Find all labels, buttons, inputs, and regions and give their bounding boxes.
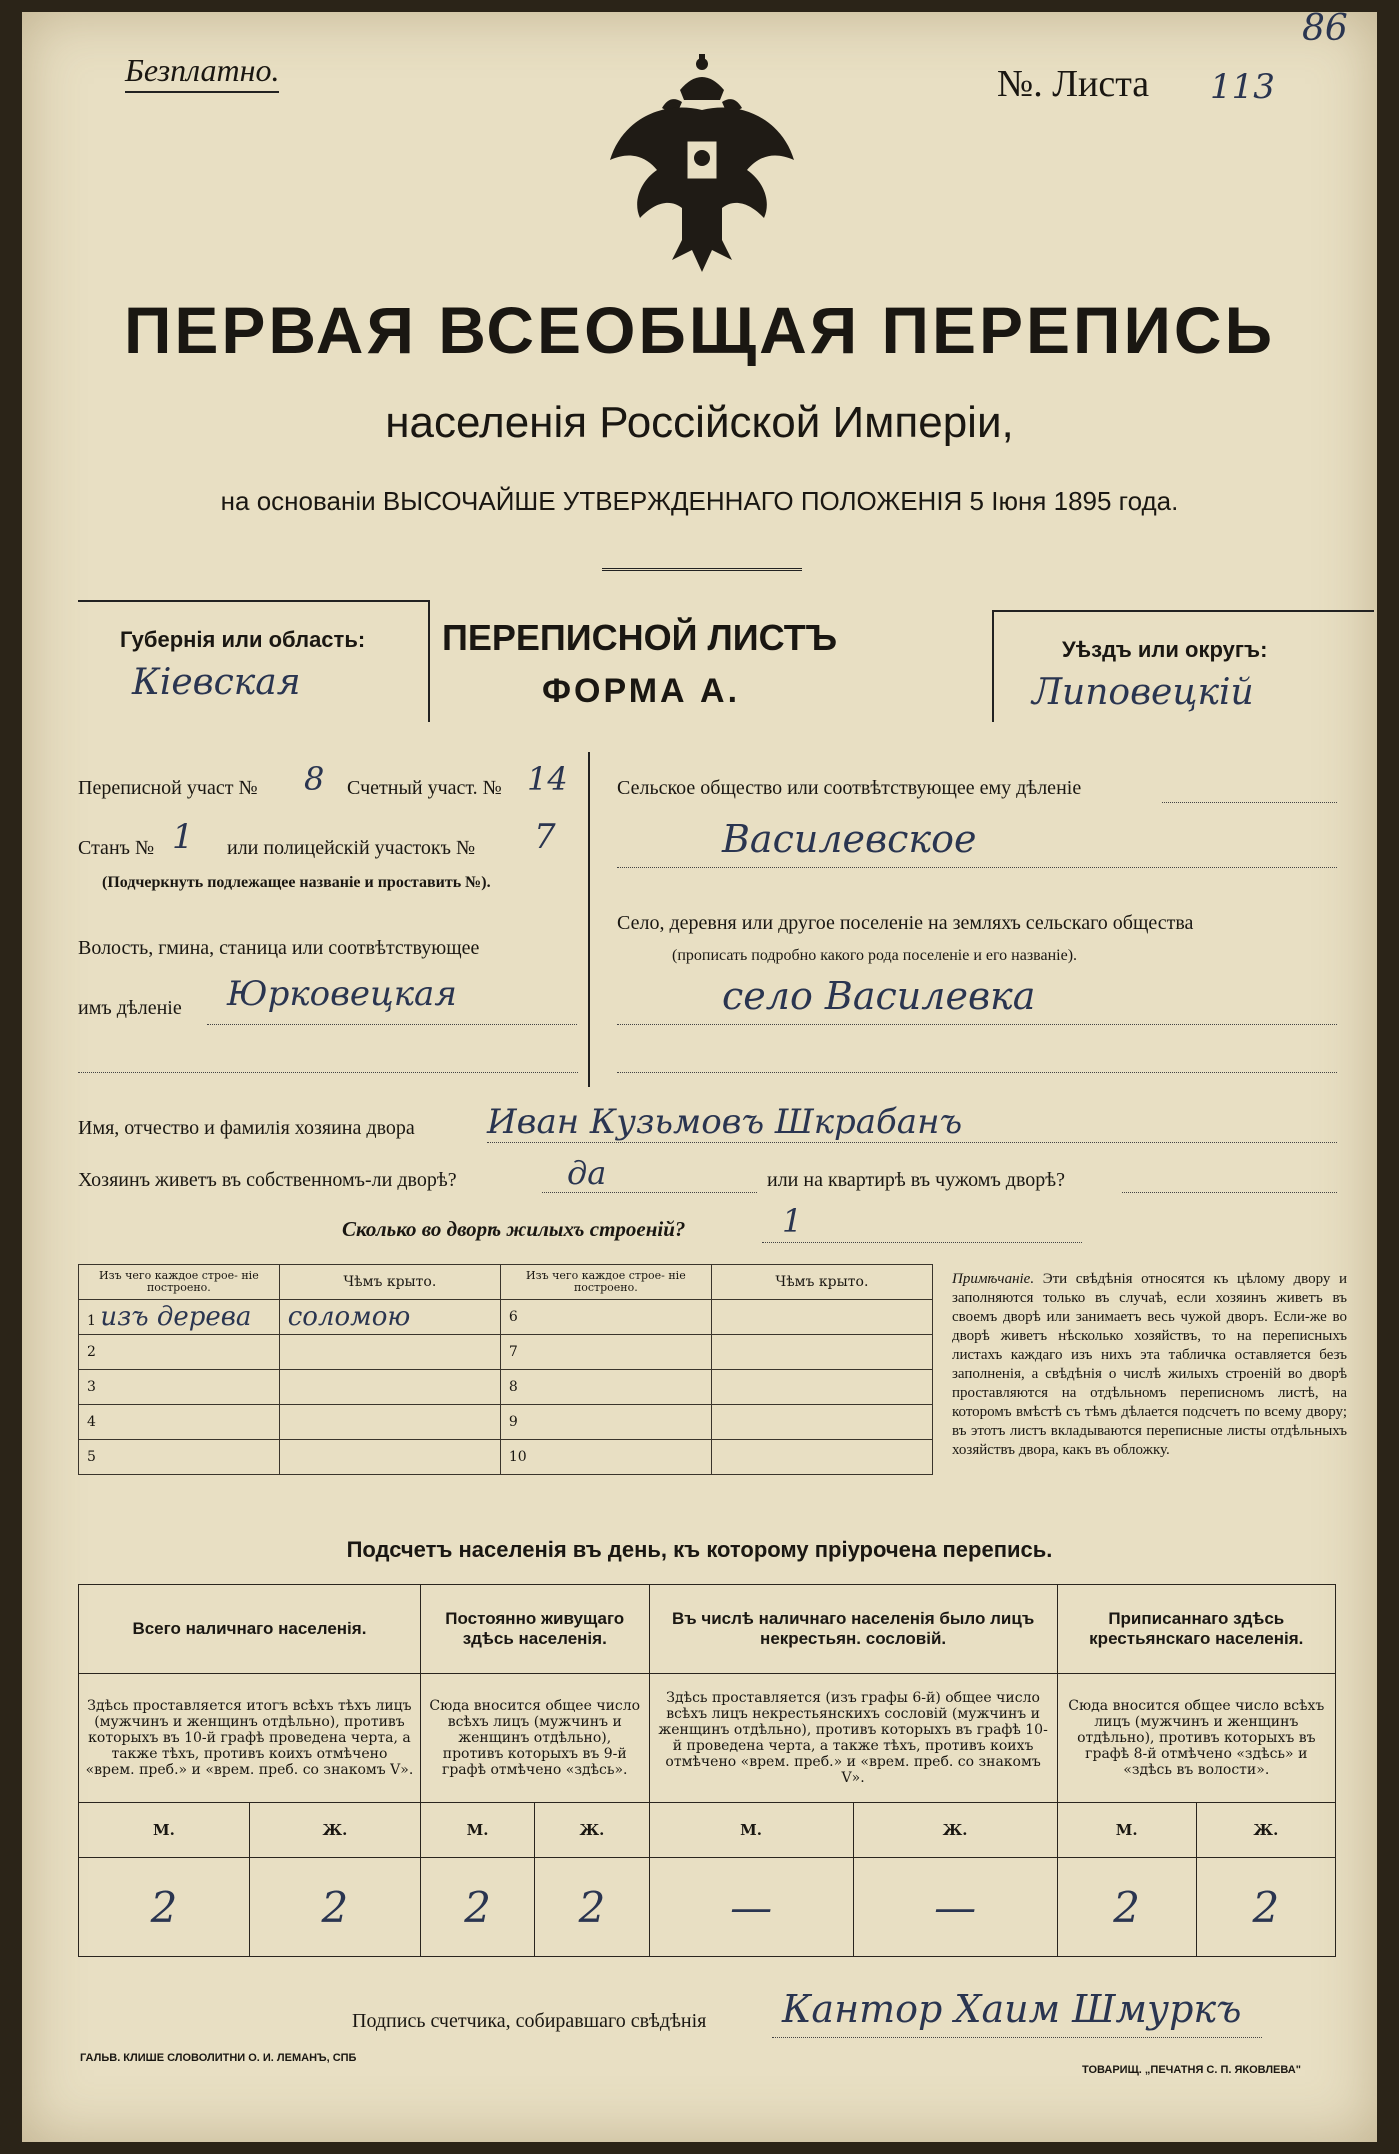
- signature-label: Подпись счетчика, собиравшаго свѣдѣнія: [352, 2010, 707, 2032]
- male-label: М.: [1057, 1803, 1196, 1858]
- uezd-label: Уѣздъ или округъ:: [1062, 637, 1268, 662]
- society-underline: [1162, 802, 1337, 803]
- census-district-value: 8: [304, 760, 325, 798]
- table-row: 2 7: [79, 1335, 933, 1370]
- rent-underline: [1122, 1192, 1337, 1193]
- note-heading: Примѣчаніе.: [952, 1271, 1035, 1287]
- sheet-number-label: №. Листа: [997, 63, 1150, 105]
- stan-label: Станъ №: [78, 837, 155, 859]
- rent-label: или на квартирѣ въ чужомъ дворѣ?: [767, 1169, 1066, 1191]
- registered-female-count: 2: [1196, 1858, 1335, 1957]
- col-desc-present: Здѣсь проставляется итогъ всѣхъ тѣхъ лицъ (мужчинъ и женщинъ отдѣльно), противъ которыхъ въ 10-й графѣ проведена черта, а также тѣхъ, противъ коихъ отмѣчено «врем. преб.» и «врем. преб. со знакомъ V».: [79, 1674, 421, 1803]
- resident-male-count: 2: [420, 1858, 534, 1957]
- village-extra-line: [617, 1072, 1337, 1073]
- owner-value: Иван Кузьмовъ Шкрабанъ: [487, 1102, 963, 1142]
- police-value: 7: [534, 817, 556, 857]
- female-label: Ж.: [535, 1803, 649, 1858]
- note-block: [952, 1270, 1347, 1460]
- village-label: Село, деревня или другое поселеніе на земляхъ сельскаго общества: [617, 912, 1194, 934]
- society-label: Сельское общество или соотвѣтствующее ему дѣленіе: [617, 777, 1082, 799]
- gubernia-label: Губернія или область:: [120, 627, 366, 652]
- table-row: 3 8: [79, 1370, 933, 1405]
- col-desc-resident: Сюда вносится общее число всѣхъ лицъ (мужчинъ и женщинъ отдѣльно), противъ которыхъ въ 9-й графѣ отмѣчено «здѣсь».: [420, 1674, 649, 1803]
- column-divider: [588, 752, 590, 1087]
- female-label: Ж.: [1196, 1803, 1335, 1858]
- count-district-label: Счетный участ. №: [347, 777, 502, 799]
- census-district-label: Переписной участ №: [78, 777, 258, 799]
- resident-female-count: 2: [535, 1858, 649, 1957]
- buildings-table: [78, 1264, 933, 1475]
- material-header-left: Изъ чего каждое строе- ніе построено.: [79, 1265, 280, 1300]
- material-header-right: Изъ чего каждое строе- ніе построено.: [500, 1265, 711, 1300]
- non-peasant-male-count: —: [649, 1858, 853, 1957]
- non-peasant-female-count: —: [853, 1858, 1057, 1957]
- buildings-label: Сколько во дворѣ жилыхъ строеній?: [342, 1217, 686, 1241]
- own-yard-value: да: [567, 1154, 607, 1192]
- material-value: изъ дерева: [100, 1302, 252, 1332]
- roof-header-right: Чѣмъ крыто.: [711, 1265, 932, 1300]
- present-male-count: 2: [79, 1858, 250, 1957]
- col-header-registered: Приписаннаго здѣсь крестьянскаго населенія.: [1057, 1585, 1335, 1674]
- table-row: 1 изъ дерева соломою 6: [79, 1300, 933, 1335]
- own-yard-label: Хозяинъ живетъ въ собственномъ-ли дворѣ?: [78, 1169, 457, 1191]
- female-label: Ж.: [853, 1803, 1057, 1858]
- gubernia-value: Кіевская: [132, 662, 301, 703]
- own-yard-underline: [542, 1192, 757, 1193]
- population-table: [78, 1584, 1336, 1957]
- registered-male-count: 2: [1057, 1858, 1196, 1957]
- volost-label-line1: Волость, гмина, станица или соотвѣтствующее: [78, 937, 480, 959]
- sheet-number-value: 113: [1210, 67, 1275, 107]
- col-desc-non-peasant: Здѣсь проставляется (изъ графы 6-й) общее число всѣхъ лицъ некрестьянскихъ сословій (мужчинъ и женщинъ отдѣльно), противъ которыхъ въ графѣ 10-й проведена черта, а также тѣхъ, противъ коихъ отмѣчено «врем. преб.» и «врем. преб. со знакомъ V».: [649, 1674, 1057, 1803]
- owner-underline: [487, 1142, 1337, 1143]
- present-female-count: 2: [249, 1858, 420, 1957]
- village-value-line: [617, 1024, 1337, 1025]
- note-text: Эти свѣдѣнія относятся къ цѣлому двору и заполняются только въ случаѣ, если хозяинъ живетъ въ своемъ дворѣ или занимаетъ весь чужой дворъ. Если-же во дворѣ живетъ нѣсколько хозяйствъ, то на переписныхъ листахъ каждаго изъ нихъ эта табличка оставляется безъ заполненія, а свѣдѣнія о числѣ жилыхъ строеній во дворѣ проставляются на отдѣльномъ переписномъ листѣ, на которомъ вмѣстѣ съ тѣмъ дѣлается подсчетъ по всему двору; въ этотъ листъ вкладываются переписные листы отдѣльныхъ хозяйствъ двора, какъ въ обложку.: [952, 1271, 1348, 1458]
- volost-label-line2: имъ дѣленіе: [78, 997, 182, 1019]
- roof-value: соломою: [287, 1302, 411, 1332]
- count-district-value: 14: [527, 760, 568, 798]
- stan-note: (Подчеркнуть подлежащее названіе и проставить №).: [102, 874, 491, 891]
- female-label: Ж.: [249, 1803, 420, 1858]
- footer-right: ТОВАРИЩ. „ПЕЧАТНЯ С. П. ЯКОВЛЕВА": [1082, 2064, 1301, 2076]
- society-value: Василевское: [722, 817, 977, 861]
- col-header-resident: Постоянно живущаго здѣсь населенія.: [420, 1585, 649, 1674]
- col-desc-registered: Сюда вносится общее число всѣхъ лицъ (мужчинъ и женщинъ отдѣльно), противъ которыхъ въ графѣ 8-й отмѣчено «здѣсь» и «здѣсь въ волости».: [1057, 1674, 1335, 1803]
- village-value: село Василевка: [722, 974, 1036, 1018]
- form-subtitle: ФОРМА А.: [542, 672, 741, 710]
- signature-value: Кантор Хаим Шмуркъ: [782, 1987, 1242, 2031]
- signature-underline: [772, 2037, 1262, 2038]
- free-label: Безплатно.: [125, 52, 279, 93]
- document-basis: на основаніи ВЫСОЧАЙШЕ УТВЕРЖДЕННАГО ПОЛОЖЕНІЯ 5 Іюня 1895 года.: [220, 486, 1179, 516]
- society-value-line: [617, 867, 1337, 868]
- uezd-value: Липовецкій: [1032, 672, 1254, 713]
- document-title: ПЕРВАЯ ВСЕОБЩАЯ ПЕРЕПИСЬ: [123, 293, 1276, 367]
- double-headed-eagle-emblem: [602, 50, 802, 280]
- volost-underline: [207, 1024, 577, 1025]
- corner-number: 86: [1302, 8, 1348, 49]
- volost-value: Юрковецкая: [227, 974, 457, 1014]
- owner-label: Имя, отчество и фамилія хозяина двора: [78, 1117, 415, 1139]
- document-subtitle: населенія Россійской Имперіи,: [385, 398, 1014, 447]
- table-row: 4 9: [79, 1405, 933, 1440]
- population-title: Подсчетъ населенія въ день, къ которому пріурочена перепись.: [346, 1537, 1053, 1562]
- male-label: М.: [79, 1803, 250, 1858]
- village-note: (прописать подробно какого рода поселеніе и его названіе).: [672, 947, 1078, 964]
- volost-extra-line: [78, 1072, 578, 1073]
- buildings-underline: [762, 1242, 1082, 1243]
- gubernia-box: [78, 600, 430, 722]
- police-label: или полицейскій участокъ №: [227, 837, 476, 859]
- census-form-page: [22, 8, 1377, 2142]
- roof-header-left: Чѣмъ крыто.: [279, 1265, 500, 1300]
- footer-left: ГАЛЬВ. КЛИШЕ СЛОВОЛИТНИ О. И. ЛЕМАНЪ, СПБ: [80, 2052, 357, 2064]
- ornament-divider: [602, 568, 802, 571]
- table-row: 5 10: [79, 1440, 933, 1475]
- form-title: ПЕРЕПИСНОЙ ЛИСТЪ: [442, 617, 838, 658]
- male-label: М.: [649, 1803, 853, 1858]
- male-label: М.: [420, 1803, 534, 1858]
- col-header-non-peasant: Въ числѣ наличнаго населенія было лицъ некрестьян. сословій.: [649, 1585, 1057, 1674]
- buildings-value: 1: [782, 1202, 803, 1240]
- col-header-present: Всего наличнаго населенія.: [79, 1585, 421, 1674]
- stan-value: 1: [172, 817, 194, 857]
